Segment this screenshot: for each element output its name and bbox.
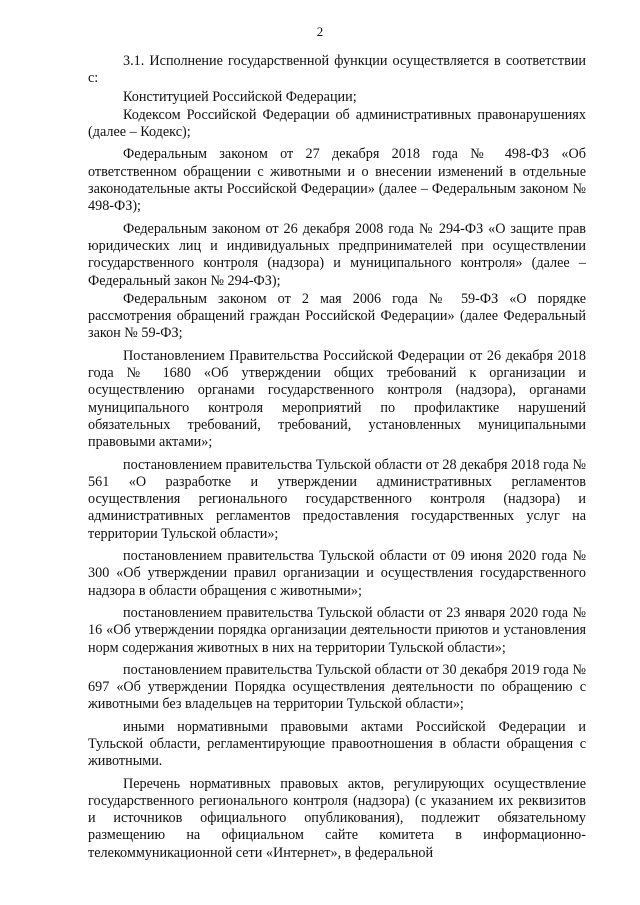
page-number: 2	[316, 24, 324, 39]
paragraph-3-1: 3.1. Исполнение государственной функции осуществляется в соответствии с:	[88, 53, 586, 87]
paragraph-law-498: Федеральным законом от 27 декабря 2018 года № 498-ФЗ «Об ответственном обращении с животными и о внесении изменений в отдельные законодательные акты Российской Федерации» (далее – Федеральным законом № 498-ФЗ);	[88, 146, 586, 215]
paragraph-tula-decree-16: постановлением правительства Тульской области от 23 января 2020 года № 16 «Об утверждении порядка организации деятельности приютов и установления норм содержания животных в них на территории Тульской области»;	[88, 604, 586, 656]
paragraph-tula-decree-697: постановлением правительства Тульской области от 30 декабря 2019 года № 697 «Об утверждении Порядка осуществления деятельности по обращению с животными без владельцев на территории Тульской области»;	[88, 661, 586, 713]
paragraph-government-decree-1680: Постановлением Правительства Российской Федерации от 26 декабря 2018 года № 1680 «Об утверждении общих требований к организации и осуществлению органами государственного контроля (надзора), органами муниципального контроля мероприятий по профилактике нарушений обязательных требований, требований, установленных муниципальными правовыми актами»;	[88, 347, 586, 451]
paragraph-tula-decree-300: постановлением правительства Тульской области от 09 июня 2020 года № 300 «Об утверждении правил организации и осуществления государственного надзора в области обращения с животными»;	[88, 548, 586, 599]
paragraph-other-acts: иными нормативными правовыми актами Российской Федерации и Тульской области, регламентирующие правоотношения в области обращения с животными.	[88, 718, 586, 770]
paragraph-law-59: Федеральным законом от 2 мая 2006 года № 59-ФЗ «О порядке рассмотрения обращений граждан Российской Федерации» (далее Федеральный закон № 59-ФЗ;	[88, 290, 586, 342]
paragraph-list-of-acts: Перечень нормативных правовых актов, регулирующих осуществление государственного регионального контроля (надзора) (с указанием их реквизитов и источников официального опубликования), подлежит обязательному размещению на официальном сайте комитета в информационно-телекоммуникационной сети «Интернет», в федеральной	[88, 775, 586, 861]
paragraph-tula-decree-561: постановлением правительства Тульской области от 28 декабря 2018 года № 561 «О разработке и утверждении административных регламентов осуществления регионального государственного контроля (надзора) и административных регламентов предоставления государственных услуг на территории Тульской области»;	[88, 456, 586, 542]
paragraph-constitution: Конституцией Российской Федерации;	[123, 88, 357, 105]
paragraph-administrative-code: Кодексом Российской Федерации об административных правонарушениях (далее – Кодекс);	[88, 106, 586, 141]
paragraph-law-294: Федеральным законом от 26 декабря 2008 года № 294-ФЗ «О защите прав юридических лиц и индивидуальных предпринимателей при осуществлении государственного контроля (надзора) и муниципального контроля» (далее – Федеральный закон № 294-ФЗ);	[88, 220, 586, 289]
document-body	[88, 53, 586, 862]
